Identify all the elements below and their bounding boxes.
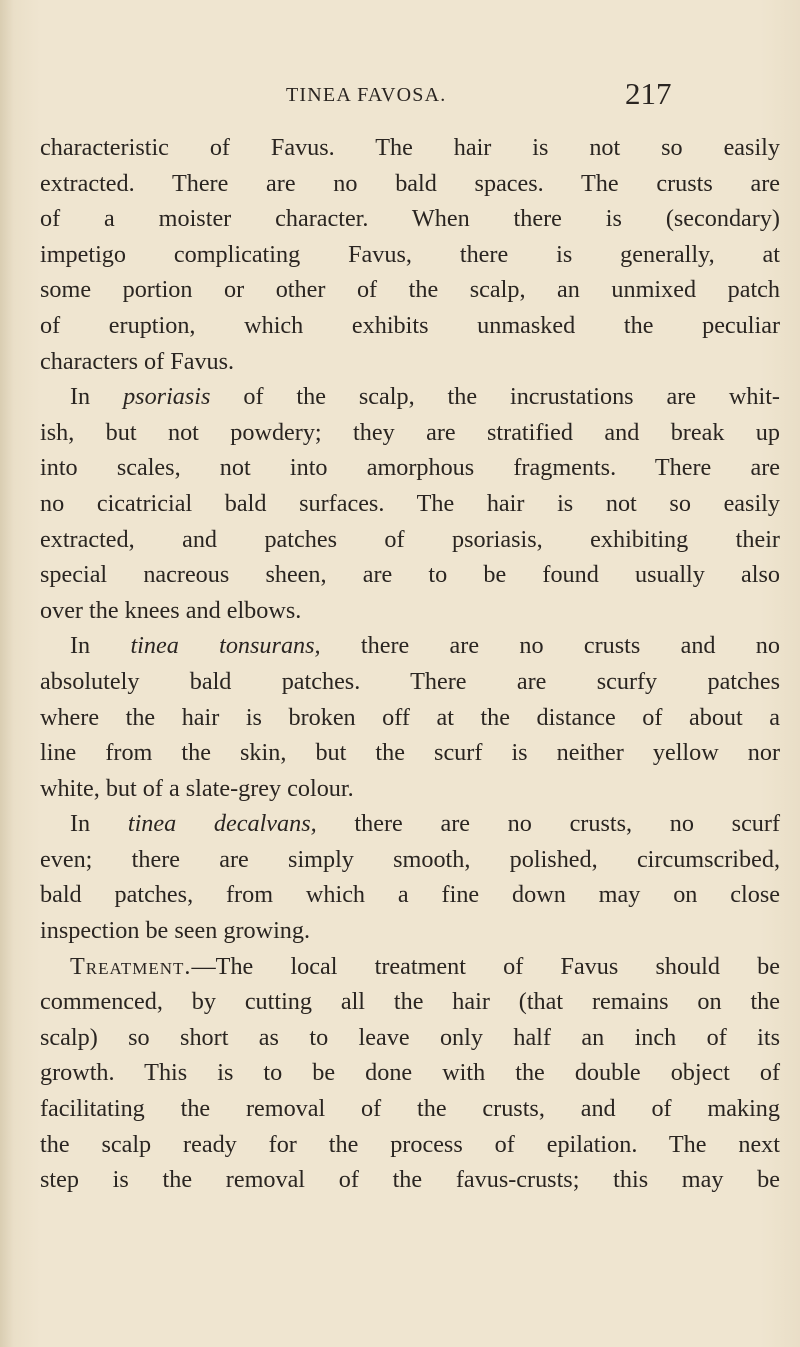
line-text: characters of Favus. (40, 347, 235, 375)
line-text: growth. This is to be done with the double object of (40, 1059, 780, 1087)
line-text: facilitating the removal of the crusts, and of making (40, 1095, 780, 1123)
line-text: over the knees and elbows. (40, 596, 302, 624)
text-line (40, 664, 780, 700)
line-text: there are no crusts, no scurf (316, 810, 781, 838)
line-text: of eruption, which exhibits unmasked the peculiar (40, 311, 780, 339)
line-text: the scalp ready for the process of epilation. The next (40, 1130, 780, 1158)
line-text: —The local treatment of Favus should be (191, 952, 780, 980)
line-text: commenced, by cutting all the hair (that remains on the (40, 988, 780, 1016)
section-heading: Treatment. (70, 952, 192, 980)
text-line (40, 486, 780, 522)
line-text: even; there are simply smooth, polished, circumscribed, (40, 845, 780, 873)
line-text: In (70, 810, 128, 838)
text-line (40, 1091, 780, 1127)
line-text: of a moister character. When there is (secondary) (40, 205, 780, 233)
text-line (40, 771, 780, 807)
text-line (40, 949, 780, 985)
text-line (40, 522, 780, 558)
page-number: 217 (625, 76, 672, 111)
running-title: TINEA FAVOSA. (286, 84, 447, 106)
italic-term: psoriasis (123, 383, 211, 411)
text-line (40, 735, 780, 771)
text-line (40, 1127, 780, 1163)
text-line (40, 913, 780, 949)
text-line (40, 984, 780, 1020)
body-text (40, 130, 780, 1198)
text-line (40, 130, 780, 166)
line-text: inspection be seen growing. (40, 917, 311, 945)
text-line (40, 1162, 780, 1198)
line-text: ish, but not powdery; they are stratified and break up (40, 418, 780, 446)
italic-term: tinea tonsurans, (130, 632, 321, 660)
text-line (40, 1020, 780, 1056)
text-line (40, 806, 780, 842)
text-line (40, 237, 780, 273)
text-line (40, 557, 780, 593)
text-line (40, 201, 780, 237)
line-text: white, but of a slate-grey colour. (40, 774, 354, 802)
text-line (40, 450, 780, 486)
line-text: line from the skin, but the scurf is neither yellow nor (40, 739, 780, 767)
line-text: bald patches, from which a fine down may on close (40, 881, 780, 909)
line-text: of the scalp, the incrustations are whit- (210, 383, 780, 411)
italic-term: tinea decalvans, (127, 810, 317, 838)
running-head (0, 76, 800, 120)
text-line (40, 308, 780, 344)
line-text: scalp) so short as to leave only half an inch of its (40, 1023, 780, 1051)
line-text: where the hair is broken off at the distance of about a (40, 703, 780, 731)
text-line (40, 272, 780, 308)
line-text: impetigo complicating Favus, there is generally, at (40, 240, 780, 268)
line-text: some portion or other of the scalp, an unmixed patch (40, 276, 780, 304)
text-line (40, 628, 780, 664)
line-text: In (70, 383, 124, 411)
text-line (40, 344, 780, 380)
line-text: into scales, not into amorphous fragments. There are (40, 454, 780, 482)
line-text: In (70, 632, 131, 660)
line-text: step is the removal of the favus-crusts; this may be (40, 1166, 780, 1194)
line-text: no cicatricial bald surfaces. The hair is not so easily (40, 489, 780, 517)
line-text: special nacreous sheen, are to be found usually also (40, 561, 780, 589)
text-line (40, 877, 780, 913)
line-text: there are no crusts and no (320, 632, 780, 660)
text-line (40, 593, 780, 629)
line-text: extracted, and patches of psoriasis, exhibiting their (40, 525, 780, 553)
text-line (40, 379, 780, 415)
text-line (40, 842, 780, 878)
line-text: characteristic of Favus. The hair is not so easily (40, 134, 780, 161)
text-line (40, 700, 780, 736)
text-line (40, 1055, 780, 1091)
line-text: extracted. There are no bald spaces. The crusts are (40, 169, 780, 197)
text-line (40, 415, 780, 451)
line-text: absolutely bald patches. There are scurfy patches (40, 667, 780, 695)
text-line (40, 166, 780, 202)
